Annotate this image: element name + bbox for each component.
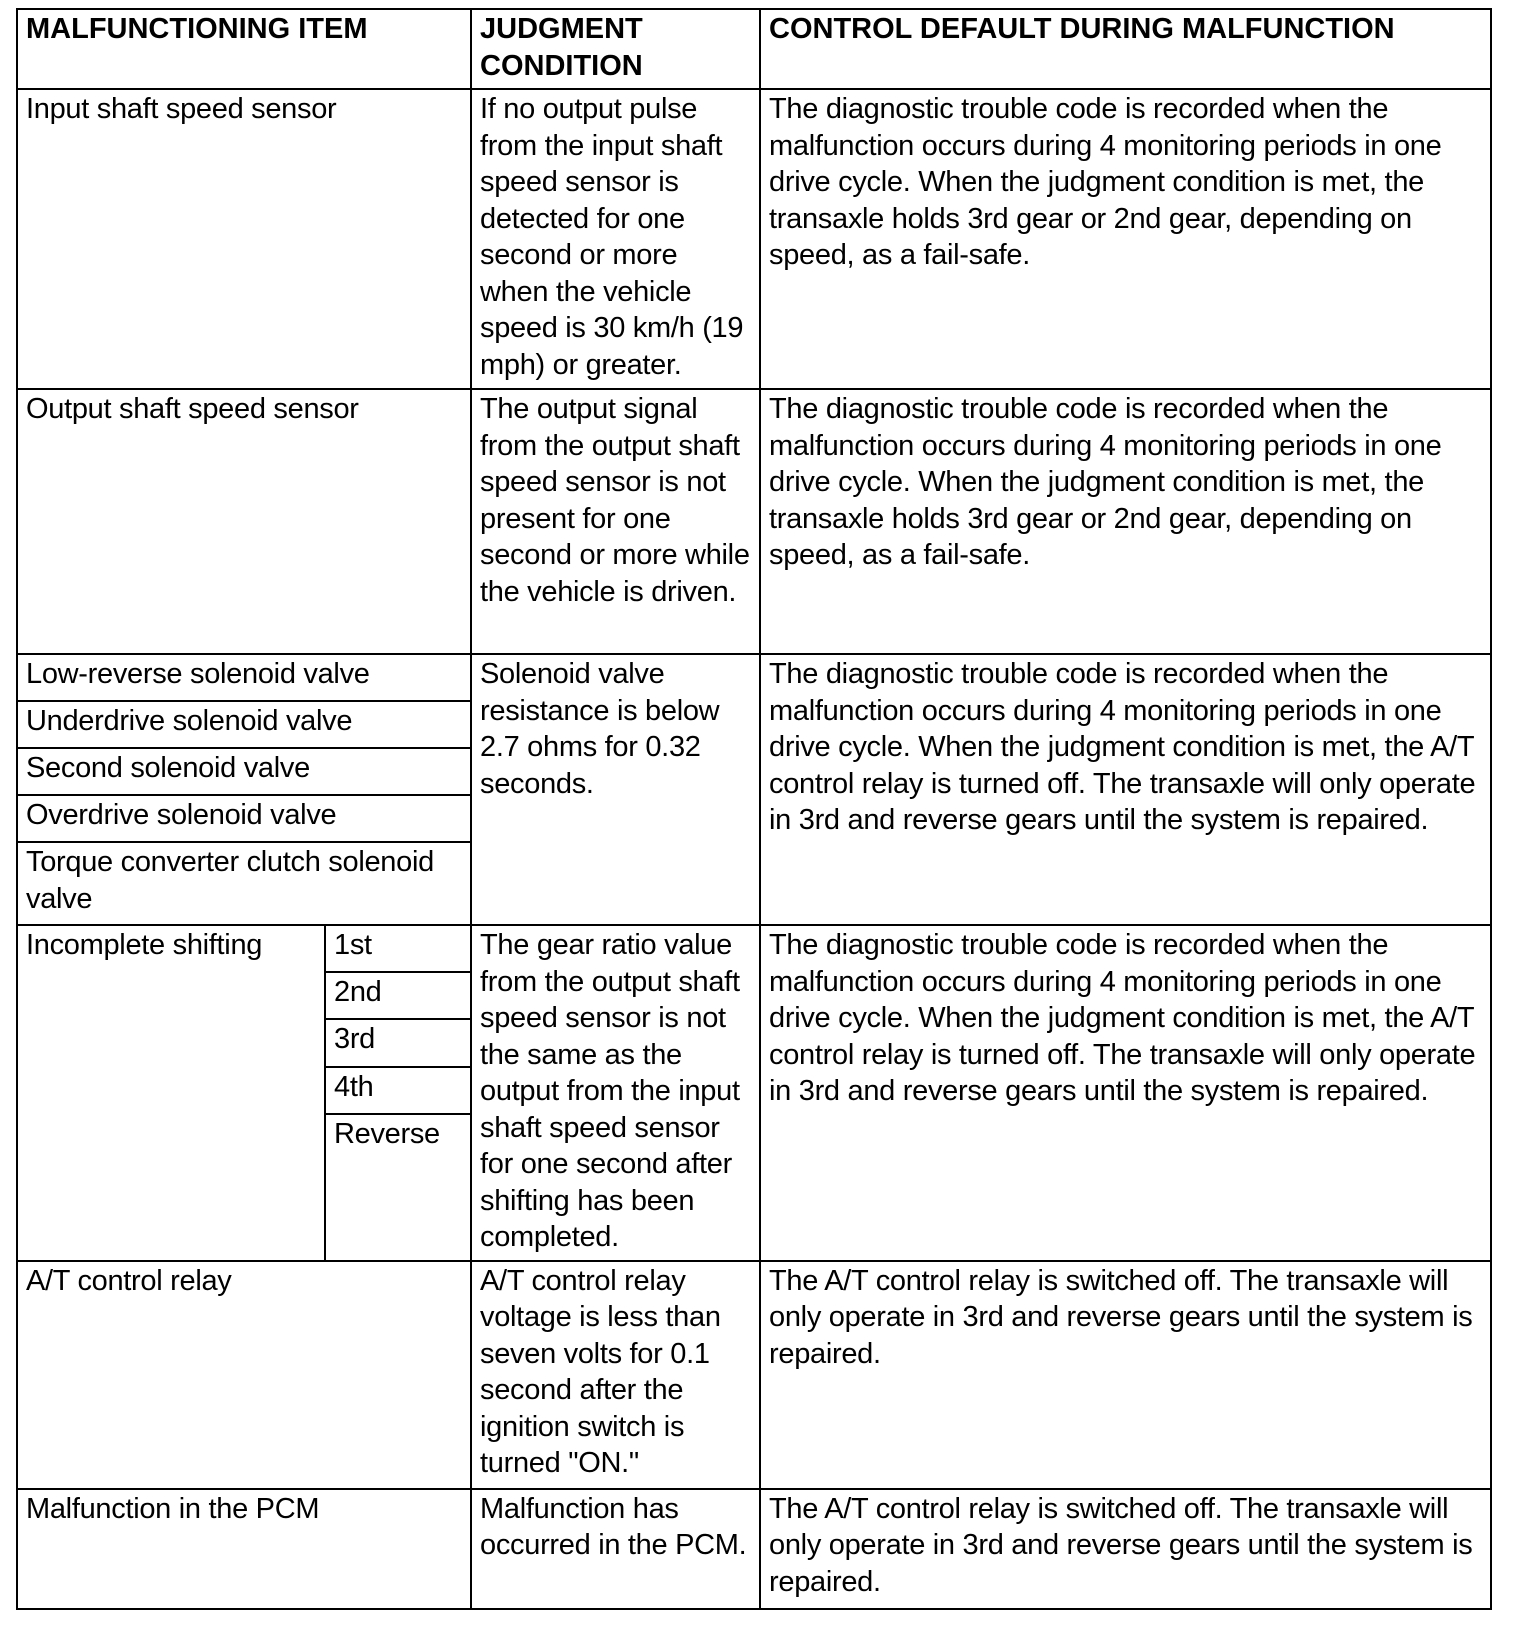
table-row xyxy=(17,654,1491,701)
header-row xyxy=(17,9,1491,89)
item-cell: A/T control relay xyxy=(17,1261,471,1489)
item-cell: Second solenoid valve xyxy=(17,748,471,795)
item-cell: Overdrive solenoid valve xyxy=(17,795,471,842)
malfunction-table xyxy=(16,8,1492,1610)
judgment-cell: Malfunction has occurred in the PCM. xyxy=(471,1489,760,1609)
judgment-cell: The gear ratio value from the output shaft speed sensor is not the same as the output from the input shaft speed sensor for one second after shifting has been completed. xyxy=(471,925,760,1261)
header-control-default: CONTROL DEFAULT DURING MALFUNCTION xyxy=(760,9,1491,89)
control-cell: The diagnostic trouble code is recorded when the malfunction occurs during 4 monitoring periods in one drive cycle. When the judgment condition is met, the A/T control relay is turned off. The transaxle will only operate in 3rd and reverse gears until the system is repaired. xyxy=(760,654,1491,925)
table-row xyxy=(17,89,1491,389)
table-row xyxy=(17,925,1491,972)
item-cell: Torque converter clutch solenoid valve xyxy=(17,842,471,925)
header-malfunctioning-item: MALFUNCTIONING ITEM xyxy=(17,9,471,89)
item-cell: Input shaft speed sensor xyxy=(17,89,471,389)
gear-cell: 2nd xyxy=(325,972,471,1019)
gear-cell: 3rd xyxy=(325,1019,471,1066)
control-cell: The A/T control relay is switched off. The transaxle will only operate in 3rd and reverse gears until the system is repaired. xyxy=(760,1489,1491,1609)
judgment-cell: A/T control relay voltage is less than seven volts for 0.1 second after the ignition switch is turned "ON." xyxy=(471,1261,760,1489)
judgment-cell: If no output pulse from the input shaft speed sensor is detected for one second or more when the vehicle speed is 30 km/h (19 mph) or greater. xyxy=(471,89,760,389)
item-cell: Malfunction in the PCM xyxy=(17,1489,471,1609)
control-cell: The diagnostic trouble code is recorded when the malfunction occurs during 4 monitoring periods in one drive cycle. When the judgment condition is met, the transaxle holds 3rd gear or 2nd gear, depending on speed, as a fail-safe. xyxy=(760,89,1491,389)
control-cell: The diagnostic trouble code is recorded when the malfunction occurs during 4 monitoring periods in one drive cycle. When the judgment condition is met, the transaxle holds 3rd gear or 2nd gear, depending on speed, as a fail-safe. xyxy=(760,389,1491,654)
gear-cell: Reverse xyxy=(325,1114,471,1261)
gear-cell: 1st xyxy=(325,925,471,972)
item-cell: Incomplete shifting xyxy=(17,925,325,1261)
table-row xyxy=(17,1261,1491,1489)
table-row xyxy=(17,1489,1491,1609)
item-cell: Underdrive solenoid valve xyxy=(17,701,471,748)
judgment-cell: Solenoid valve resistance is below 2.7 ohms for 0.32 seconds. xyxy=(471,654,760,925)
table-row xyxy=(17,389,1491,654)
gear-cell: 4th xyxy=(325,1067,471,1114)
control-cell: The diagnostic trouble code is recorded when the malfunction occurs during 4 monitoring periods in one drive cycle. When the judgment condition is met, the A/T control relay is turned off. The transaxle will only operate in 3rd and reverse gears until the system is repaired. xyxy=(760,925,1491,1261)
item-cell: Low-reverse solenoid valve xyxy=(17,654,471,701)
header-judgment-condition: JUDGMENT CONDITION xyxy=(471,9,760,89)
item-cell: Output shaft speed sensor xyxy=(17,389,471,654)
control-cell: The A/T control relay is switched off. The transaxle will only operate in 3rd and reverse gears until the system is repaired. xyxy=(760,1261,1491,1489)
judgment-cell: The output signal from the output shaft speed sensor is not present for one second or more while the vehicle is driven. xyxy=(471,389,760,654)
